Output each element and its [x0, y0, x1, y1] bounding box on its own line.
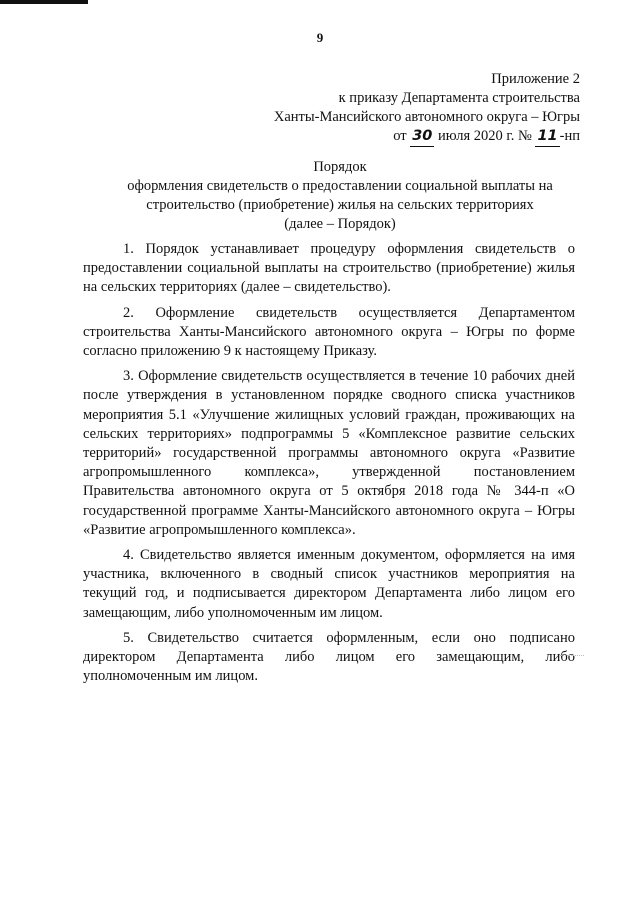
document-body	[83, 240, 575, 692]
page-number: 9	[316, 30, 324, 45]
paragraph-3: 3. Оформление свидетельств осуществляется в течение 10 рабочих дней после утверждения в установленном порядке сводного списка участников мероприятия 5.1 «Улучшение жилищных условий граждан, проживающих на сельских территориях» подпрограммы 5 «Комплексное развитие сельских территорий» государственной программы автономного округа «Развитие агропромышленного комплекса», утвержденной постановлением Правительства автономного округа от 5 октября 2018 года № 344-п «О государственной программе Ханты-Мансийского автономного округа – Югры «Развитие агропромышленного комплекса».	[83, 368, 575, 538]
scan-smudge	[560, 655, 584, 666]
date-rest: июля 2020 г. №	[438, 128, 532, 144]
order-suffix: -нп	[559, 128, 580, 144]
appendix-line-3: Ханты-Мансийского автономного округа – Югры	[273, 109, 580, 125]
title-line-3: строительство (приобретение) жилья на сельских территориях	[146, 197, 534, 213]
document-title	[80, 158, 600, 234]
paragraph-2: 2. Оформление свидетельств осуществляется Департаментом строительства Ханты-Мансийского автономного округа – Югры по форме согласно приложению 9 к настоящему Приказу.	[83, 304, 575, 360]
appendix-line-1: Приложение 2	[491, 71, 580, 87]
scan-edge-mark	[0, 0, 88, 4]
title-line-2: оформления свидетельств о предоставлении социальной выплаты на	[127, 178, 553, 194]
title-line-1: Порядок	[313, 159, 367, 175]
date-prefix: от	[393, 128, 407, 144]
paragraph-5: 5. Свидетельство считается оформленным, если оно подписано директором Департамента либо лицом его замещающим, либо уполномоченным им лицом.	[83, 629, 575, 685]
paragraph-1: 1. Порядок устанавливает процедуру оформления свидетельств о предоставлении социальной выплаты на строительство (приобретение) жилья на сельских территориях (далее – свидетельство).	[83, 241, 575, 296]
paragraph-4: 4. Свидетельство является именным документом, оформляется на имя участника, включенного в сводный список участников мероприятия на текущий год, и подписывается директором Департамента либо лицом его замещающим, либо уполномоченным им лицом.	[83, 547, 575, 621]
date-day-handwritten: 30	[410, 127, 434, 147]
appendix-line-2: к приказу Департамента строительства	[338, 90, 580, 106]
appendix-date-line	[274, 127, 580, 147]
appendix-header	[274, 70, 580, 147]
order-number-handwritten: 11	[535, 127, 559, 147]
title-line-4: (далее – Порядок)	[284, 216, 396, 232]
